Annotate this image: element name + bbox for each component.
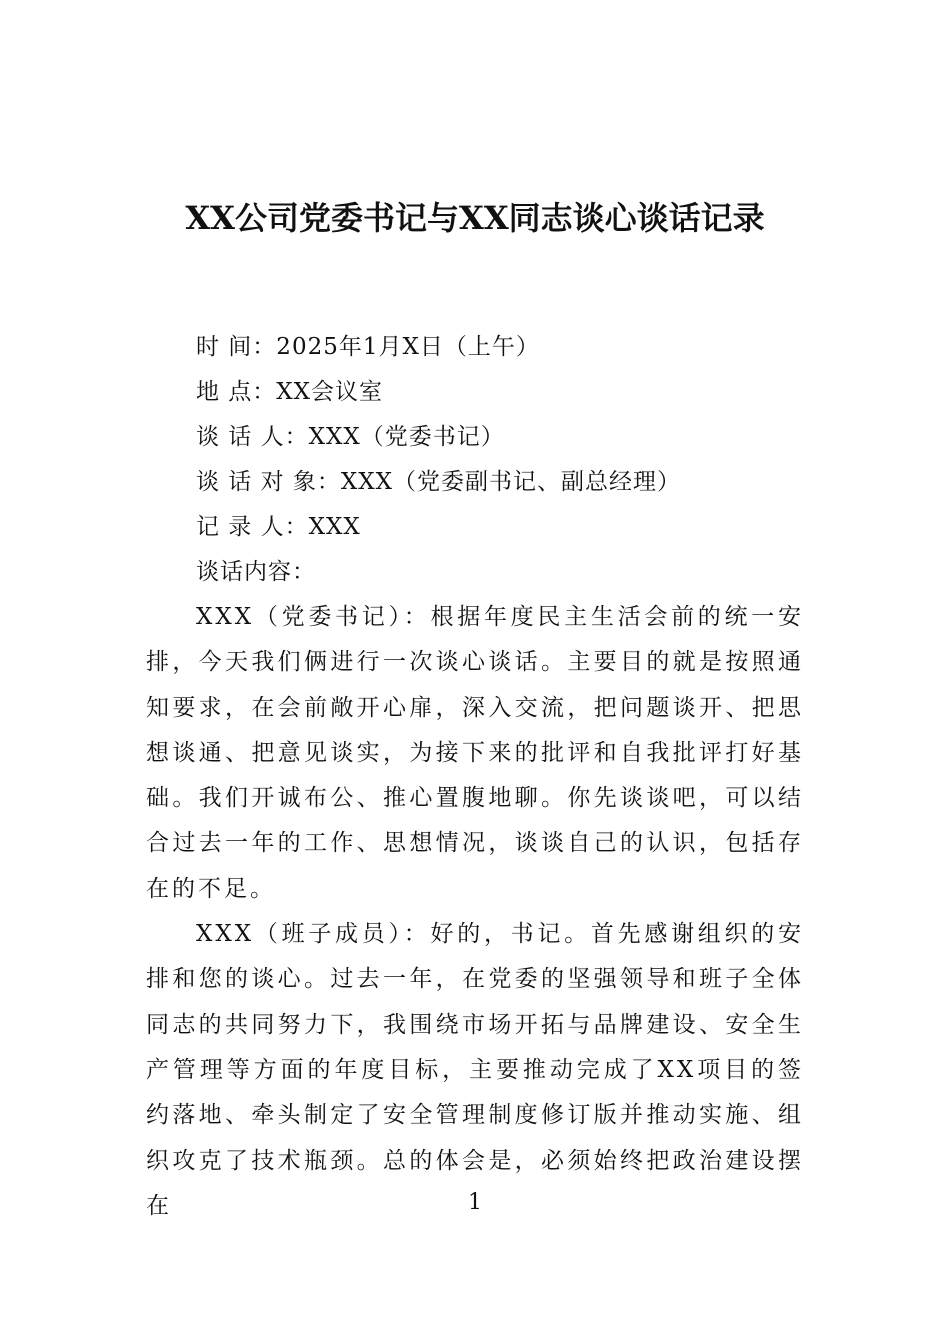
- meeting-location: 地 点：XX会议室: [196, 379, 384, 405]
- recorder: 记 录 人：XXX: [196, 514, 361, 540]
- content-heading: 谈话内容：: [196, 559, 316, 585]
- conversation-content: [146, 595, 804, 1229]
- meeting-time: 时 间：2025年1月X日（上午）: [196, 334, 540, 360]
- member-response: XXX（班子成员）：好的，书记。首先感谢组织的安排和您的谈心。过去一年，在党委的坚强领导和班子全体同志的共同努力下，我围绕市场开拓与品牌建设、安全生产管理等方面的年度目标，主要推动完成了XX项目的签约落地、牵头制定了安全管理制度修订版并推动实施、组织攻克了技术瓶颈。总的体会是，必须始终把政治建设摆在: [146, 921, 804, 1219]
- secretary-statement: XXX（党委书记）：根据年度民主生活会前的统一安排，今天我们俩进行一次谈心谈话。主要目的就是按照通知要求，在会前敞开心扉，深入交流，把问题谈开、把思想谈通、把意见谈实，为接下来的批评和自我批评打好基础。我们开诚布公、推心置腹地聊。你先谈谈吧，可以结合过去一年的工作、思想情况，谈谈自己的认识，包括存在的不足。: [146, 604, 804, 902]
- meeting-info: [196, 325, 816, 595]
- speaker: 谈 话 人：XXX（党委书记）: [196, 424, 505, 450]
- page-number: 1: [468, 1190, 482, 1215]
- document-title: XX公司党委书记与XX同志谈心谈话记录: [185, 199, 765, 237]
- interview-subject: 谈 话 对 象：XXX（党委副书记、副总经理）: [196, 469, 682, 495]
